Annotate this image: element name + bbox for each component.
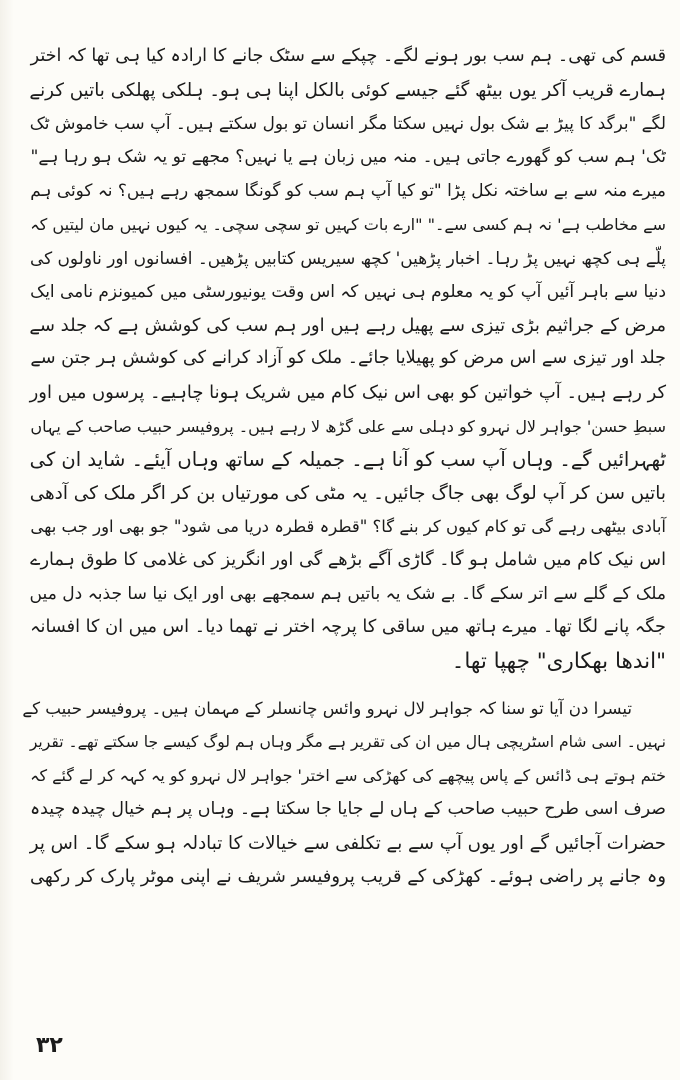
text-line: وہ جانے پر راضی ہوئے۔ کھڑکی کے قریب پروفیسر شریف نے اپنی موٹر پارک کر رکھی <box>29 866 666 888</box>
paragraph-2 <box>20 692 666 894</box>
page-body <box>20 40 666 894</box>
text-line: آبادی بیٹھی رہے گی تو کام کیوں کر بنے گا؟ "قطرہ قطرہ دریا می شود" جو بھی اور جب بھی <box>30 517 666 537</box>
text-line: حضرات آجائیں گے اور یوں آپ سے بے تکلفی سے خیالات کا تبادلہ ہو سکے گا۔ اس پر <box>29 832 666 854</box>
text-line: "اندھا بھکاری" چھپا تھا۔ <box>451 648 666 674</box>
page-number: ۳۲ <box>36 1033 63 1058</box>
text-line: مرض کے جراثیم بڑی تیزی سے پھیل رہے ہیں اور ہم سب کی کوشش ہے کہ جلد سے <box>29 314 666 336</box>
text-line: اس نیک کام میں شامل ہو گا۔ گاڑی آگے بڑھے گی اور انگریز کی غلامی کا طوق ہمارے <box>30 549 666 570</box>
text-line: صرف اسی طرح حبیب صاحب کے ہاں لے جایا جا سکتا ہے۔ وہاں پر ہم خیال چیدہ چیدہ <box>29 799 666 820</box>
text-line: ٹھہرائیں گے۔ وہاں آپ سب کو آنا ہے۔ جمیلہ کے ساتھ وہاں آیئے۔ شاید ان کی <box>29 448 666 472</box>
text-line: ختم ہوتے ہی ڈائس کے پاس پیچھے کی کھڑکی سے اختر' جواہر لال نہرو کو یہ کہہ کر لے گئے کہ <box>30 766 666 786</box>
text-line: کر رہے ہیں۔ آپ خواتین کو بھی اس نیک کام میں شریک ہونا چاہیے۔ پرسوں میں اور <box>29 381 666 403</box>
text-line: جگہ پانے لگا تھا۔ میرے ہاتھ میں ساقی کا پرچہ اختر نے تھما دیا۔ اس میں ان کا افسانہ <box>30 617 666 638</box>
text-line: نہیں۔ اسی شام اسٹریچی ہال میں ان کی تقریر ہے مگر وہاں ہم لوگ کیسے جا سکتے تھے۔ تقریر <box>29 732 666 751</box>
paragraph-1 <box>20 40 666 678</box>
text-line: جلد اور تیزی سے اس مرض کو پھیلایا جائے۔ ملک کو آزاد کرانے کی کوشش ہر جتن سے <box>30 348 666 369</box>
text-line: باتیں سن کر آپ لوگ بھی جاگ جائیں۔ یہ مٹی کی مورتیاں بن کر اگر ملک کی آدھی <box>29 482 666 504</box>
text-line: دنیا سے باہر آئیں آپ کو یہ معلوم ہی نہیں کہ اس وقت یونیورسٹی میں کمیونزم نامی ایک <box>30 281 666 302</box>
text-line: تیسرا دن آیا تو سنا کہ جواہر لال نہرو وائس چانسلر کے مہمان ہیں۔ پروفیسر حبیب کے <box>22 699 632 719</box>
text-line: ٹک' ہم سب کو گھورے جاتی ہیں۔ منہ میں زبان ہے یا نہیں؟ مجھے تو یہ شک ہو رہا ہے" <box>30 146 666 167</box>
text-line: ہمارے قریب آکر یوں بیٹھ گئے جیسے کوئی بالکل اپنا ہی ہو۔ ہلکی پھلکی باتیں کرنے <box>29 79 666 101</box>
text-line: ملک کے گلے سے اتر سکے گا۔ بے شک یہ باتیں ہم سمجھے بھی اور ایک نیا سا جذبہ دل میں <box>29 583 666 604</box>
text-line: پلّے ہی کچھ نہیں پڑ رہا۔ اخبار پڑھیں' کچھ سیریس کتابیں پڑھیں۔ افسانوں اور ناولوں کی <box>30 247 666 268</box>
text-line: قسم کی تھی۔ ہم سب بور ہونے لگے۔ چپکے سے سٹک جانے کا ارادہ کیا ہی تھا کہ اختر <box>30 46 666 66</box>
text-line: سے مخاطب ہے' نہ ہم کسی سے۔" "ارے بات کہیں تو سچی سچی۔ یہ کیوں نہیں مان لیتیں کہ <box>30 214 666 234</box>
text-line: لگے "برگد کا پیڑ بے شک بول نہیں سکتا مگر انسان تو بول سکتے ہیں۔ آپ سب خاموش ٹک <box>29 113 666 134</box>
text-line: میرے منہ سے بے ساختہ نکل پڑا "تو کیا آپ ہم سب کو گونگا سمجھ رہے ہیں؟ نہ کوئی ہم <box>30 180 666 201</box>
text-line: سبطِ حسن' جواہر لال نہرو کو دہلی سے علی گڑھ لا رہے ہیں۔ پروفیسر حبیب صاحب کے یہاں <box>30 416 666 436</box>
